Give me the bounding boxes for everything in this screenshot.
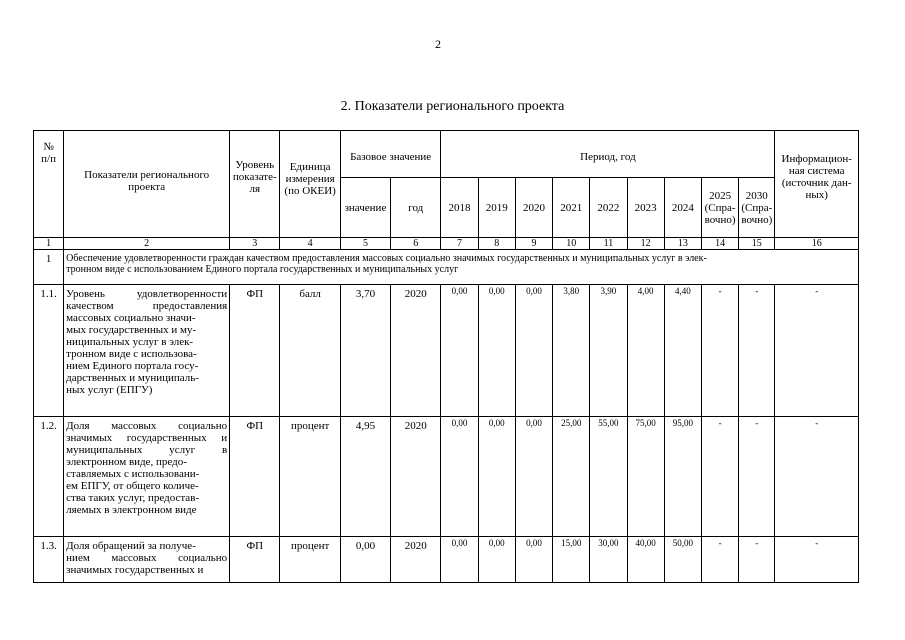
row-value-2030: - <box>739 417 775 537</box>
row-level: ФП <box>230 417 280 537</box>
row-value-2018: 0,00 <box>441 417 478 537</box>
row-value-2020: 0,00 <box>515 537 552 583</box>
column-number: 5 <box>340 238 390 250</box>
section-title: Обеспечение удовлетворенности граждан качеством предоставления массовых социально значимых государственных и муниципальных услуг в элек- тронном виде с использованием Единого портала государственных и муниципальных услуг <box>64 250 859 285</box>
page-title: 2. Показатели регионального проекта <box>340 99 565 114</box>
row-value-2018: 0,00 <box>441 285 478 417</box>
header-year-2024: 2024 <box>664 178 701 238</box>
column-number: 4 <box>280 238 340 250</box>
column-number: 9 <box>515 238 552 250</box>
row-value-2023: 75,00 <box>627 417 664 537</box>
row-value-2019: 0,00 <box>478 537 515 583</box>
row-value-2024: 50,00 <box>664 537 701 583</box>
row-value-2021: 15,00 <box>553 537 590 583</box>
indicators-table <box>33 130 859 583</box>
header-base-value: значение <box>340 178 390 238</box>
table-row <box>34 537 859 583</box>
row-unit: балл <box>280 285 340 417</box>
row-indicator: Доля массовых социально значимых государственных и муниципальных услуг в электронном виде, предо- ставляемых с использовани- ем ЕПГУ, от общего количе- ства таких услуг, предостав- ляемых в электронном виде <box>64 417 230 537</box>
column-number: 7 <box>441 238 478 250</box>
row-base-value: 0,00 <box>340 537 390 583</box>
row-value-2030: - <box>739 285 775 417</box>
row-base-year: 2020 <box>391 285 441 417</box>
row-value-2018: 0,00 <box>441 537 478 583</box>
column-number: 11 <box>590 238 627 250</box>
row-num: 1.1. <box>34 285 64 417</box>
row-unit: процент <box>280 537 340 583</box>
section-num: 1 <box>34 250 64 285</box>
header-base: Базовое значение <box>340 131 441 178</box>
row-value-2030: - <box>739 537 775 583</box>
header-year-2022: 2022 <box>590 178 627 238</box>
row-base-year: 2020 <box>391 537 441 583</box>
row-info: - <box>775 285 859 417</box>
row-value-2019: 0,00 <box>478 285 515 417</box>
page-number: 2 <box>435 37 441 51</box>
header-year-2021: 2021 <box>553 178 590 238</box>
header-year-2025: 2025 (Спра- вочно) <box>701 178 738 238</box>
table-row <box>34 285 859 417</box>
row-value-2024: 4,40 <box>664 285 701 417</box>
row-value-2025: - <box>701 285 738 417</box>
row-base-year: 2020 <box>391 417 441 537</box>
row-level: ФП <box>230 537 280 583</box>
row-value-2022: 3,90 <box>590 285 627 417</box>
column-number: 3 <box>230 238 280 250</box>
column-number: 10 <box>553 238 590 250</box>
row-num: 1.3. <box>34 537 64 583</box>
row-indicator: Уровень удовлетворенности качеством предоставления массовых социально значи- мых государственных и му- ниципальных услуг в элек- тронном виде с использова- нием Единого портала госу- дарственных и муниципаль- ных услуг (ЕПГУ) <box>64 285 230 417</box>
column-number: 1 <box>34 238 64 250</box>
header-indicator: Показатели регионального проекта <box>64 131 230 238</box>
header-unit: Единица измерения (по ОКЕИ) <box>280 131 340 238</box>
row-indicator: Доля обращений за получе- нием массовых социально значимых государственных и <box>64 537 230 583</box>
row-num: 1.2. <box>34 417 64 537</box>
row-unit: процент <box>280 417 340 537</box>
header-year-2019: 2019 <box>478 178 515 238</box>
header-year-2023: 2023 <box>627 178 664 238</box>
row-value-2022: 30,00 <box>590 537 627 583</box>
row-value-2025: - <box>701 537 738 583</box>
row-value-2019: 0,00 <box>478 417 515 537</box>
column-number: 12 <box>627 238 664 250</box>
header-level: Уровень показате- ля <box>230 131 280 238</box>
row-value-2021: 25,00 <box>553 417 590 537</box>
row-level: ФП <box>230 285 280 417</box>
row-info: - <box>775 417 859 537</box>
header-year-2020: 2020 <box>515 178 552 238</box>
header-info: Информацион- ная система (источник дан- ных) <box>775 131 859 238</box>
column-number: 2 <box>64 238 230 250</box>
row-value-2024: 95,00 <box>664 417 701 537</box>
header-year-2018: 2018 <box>441 178 478 238</box>
row-value-2021: 3,80 <box>553 285 590 417</box>
row-value-2020: 0,00 <box>515 285 552 417</box>
column-number: 13 <box>664 238 701 250</box>
column-number: 16 <box>775 238 859 250</box>
header-num: № п/п <box>34 131 64 238</box>
table-row <box>34 417 859 537</box>
row-value-2022: 55,00 <box>590 417 627 537</box>
row-base-value: 4,95 <box>340 417 390 537</box>
row-value-2025: - <box>701 417 738 537</box>
header-year-2030: 2030 (Спра- вочно) <box>739 178 775 238</box>
row-value-2020: 0,00 <box>515 417 552 537</box>
column-number: 6 <box>391 238 441 250</box>
header-period: Период, год <box>441 131 775 178</box>
column-number: 8 <box>478 238 515 250</box>
column-number: 14 <box>701 238 738 250</box>
column-number: 15 <box>739 238 775 250</box>
row-value-2023: 4,00 <box>627 285 664 417</box>
row-base-value: 3,70 <box>340 285 390 417</box>
row-info: - <box>775 537 859 583</box>
row-value-2023: 40,00 <box>627 537 664 583</box>
header-base-year: год <box>391 178 441 238</box>
